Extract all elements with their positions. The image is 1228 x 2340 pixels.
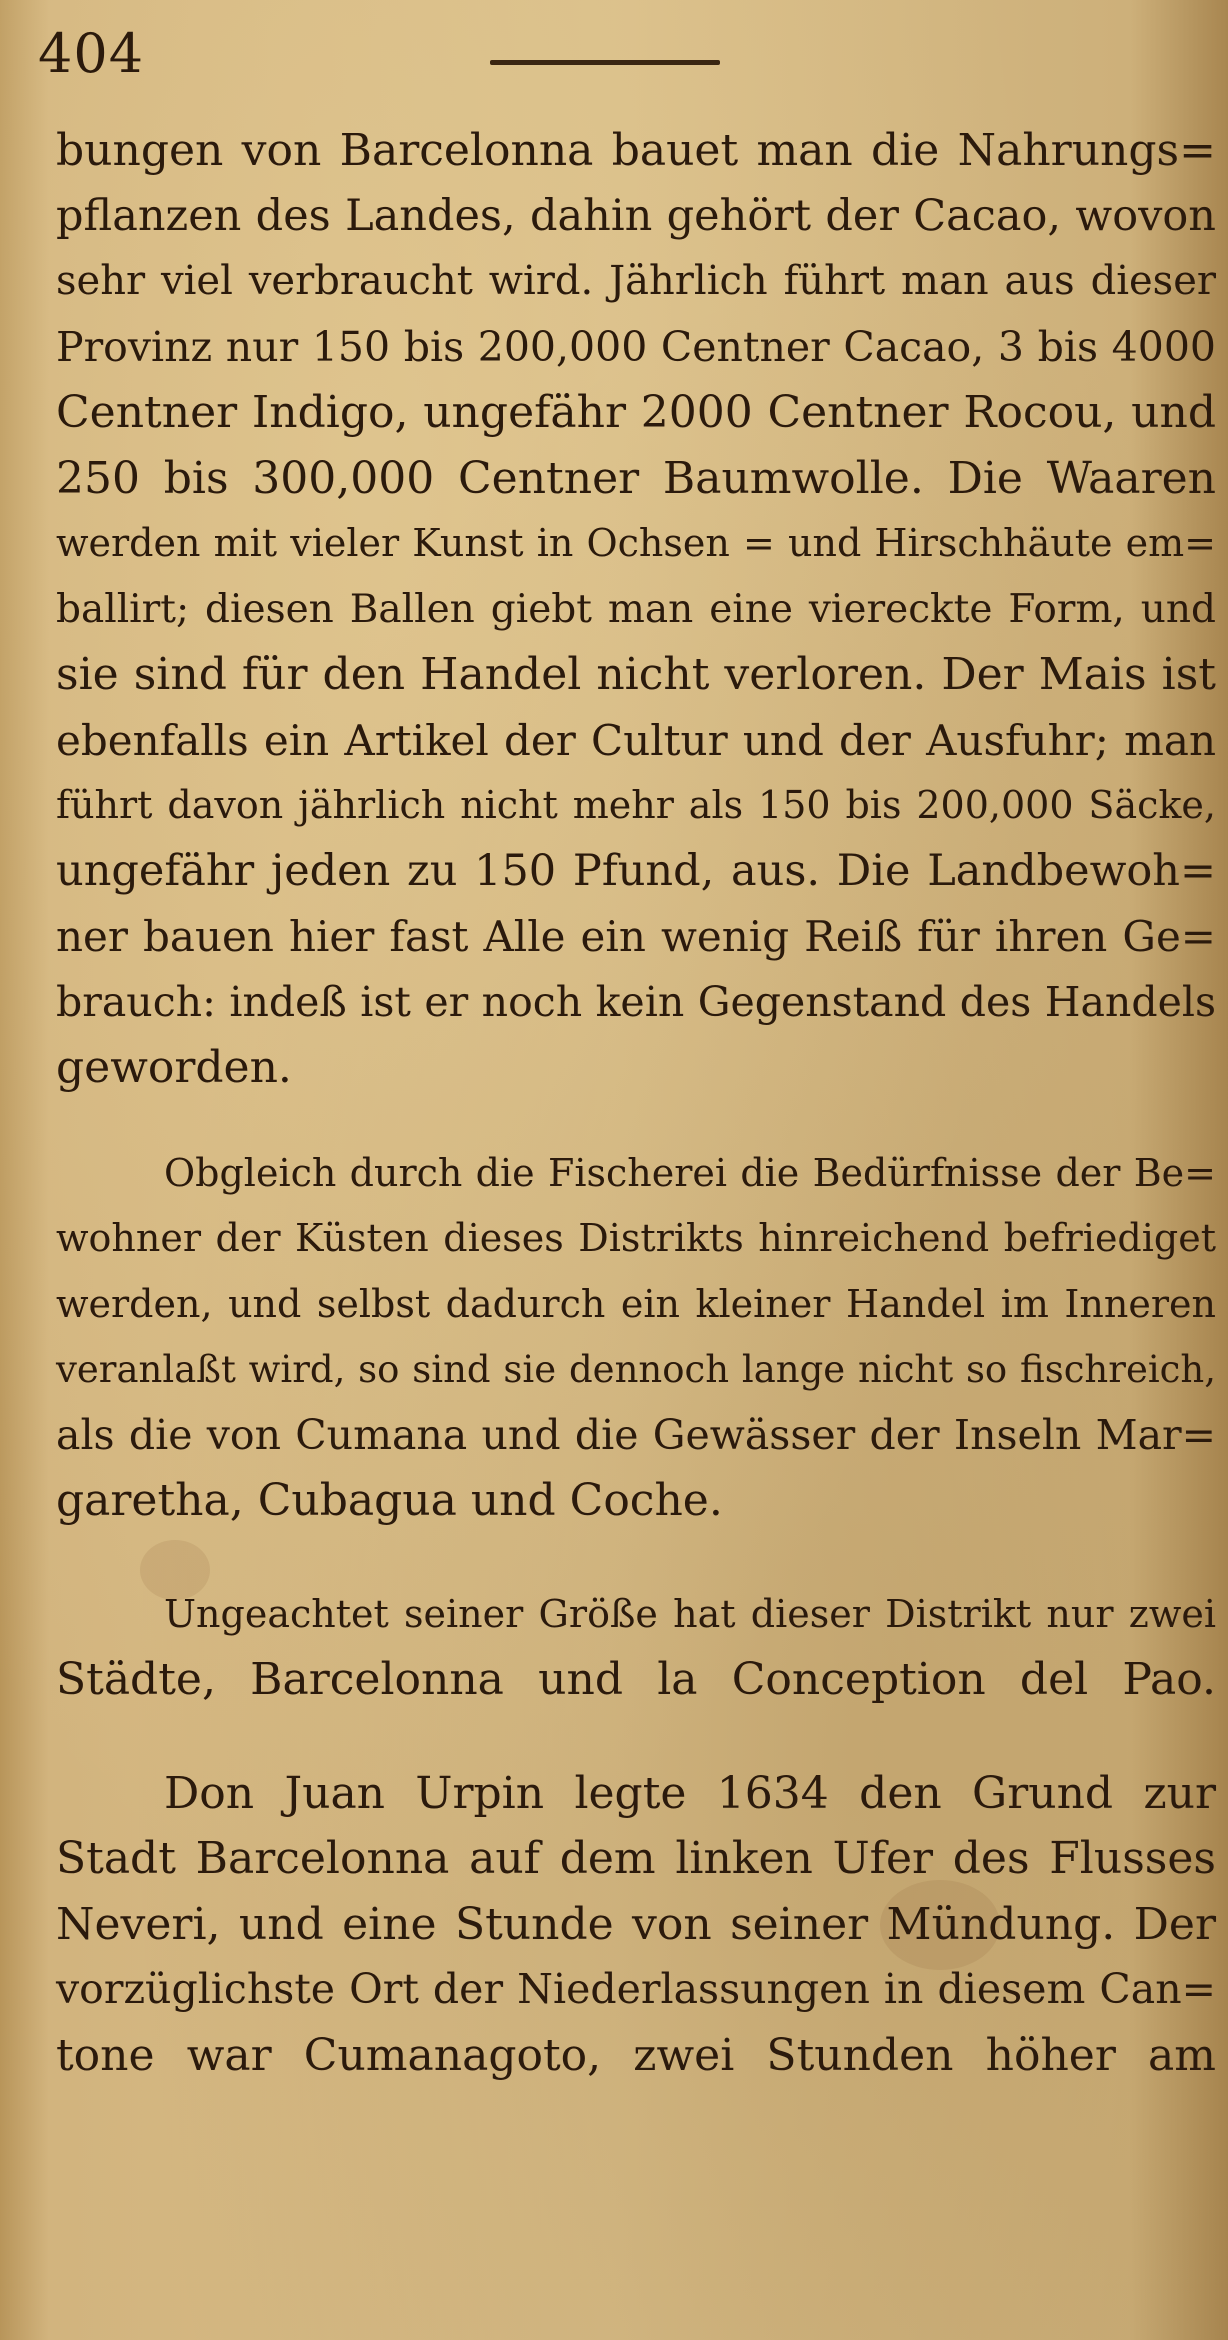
page-number: 404	[38, 22, 145, 85]
text-line: werden mit vieler Kunst in Ochsen = und Hirschhäute em=	[56, 521, 1216, 565]
text-line: geworden.	[56, 1042, 292, 1093]
text-line: Stadt Barcelonna auf dem linken Ufer des Flusses	[56, 1833, 1216, 1884]
text-line: wohner der Küsten dieses Distrikts hinreichend befriediget	[56, 1216, 1216, 1260]
text-line: ungefähr jeden zu 150 Pfund, aus. Die Landbewoh=	[56, 845, 1216, 896]
text-line: ebenfalls ein Artikel der Cultur und der Ausfuhr; man	[56, 715, 1216, 765]
text-line: ner bauen hier fast Alle ein wenig Reiß für ihren Ge=	[56, 912, 1216, 961]
paragraph	[56, 1761, 1216, 2089]
text-line: bungen von Barcelonna bauet man die Nahrungs=	[56, 125, 1216, 176]
text-line: führt davon jährlich nicht mehr als 150 bis 200,000 Säcke,	[56, 783, 1216, 827]
header-rule	[490, 60, 720, 65]
text-line: vorzüglichste Ort der Niederlassungen in diesem Can=	[56, 1965, 1216, 2013]
text-line: als die von Cumana und die Gewässer der Inseln Mar=	[56, 1410, 1216, 1459]
text-line: werden, und selbst dadurch ein kleiner Handel im Inneren	[56, 1281, 1216, 1326]
text-line: Städte, Barcelonna und la Conception del Pao.	[56, 1654, 1216, 1705]
text-line: veranlaßt wird, so sind sie dennoch lange nicht so fischreich,	[56, 1348, 1216, 1391]
text-line: Obgleich durch die Fischerei die Bedürfnisse der Be=	[164, 1150, 1216, 1195]
text-line: pflanzen des Landes, dahin gehört der Cacao, wovon	[56, 190, 1216, 241]
body-text	[56, 118, 1216, 2088]
text-line: ballirt; diesen Ballen giebt man eine viereckte Form, und	[56, 586, 1216, 632]
text-line: brauch: indeß ist er noch kein Gegenstand des Handels	[56, 977, 1216, 1026]
text-line: 250 bis 300,000 Centner Baumwolle. Die Waaren	[56, 452, 1216, 504]
text-line: Centner Indigo, ungefähr 2000 Centner Rocou, und	[56, 387, 1216, 438]
text-line: garetha, Cubagua und Coche.	[56, 1475, 723, 1526]
text-line: Ungeachtet seiner Größe hat dieser Distrikt nur zwei	[164, 1591, 1216, 1636]
text-line: Don Juan Urpin legte 1634 den Grund zur	[164, 1767, 1216, 1819]
paragraph	[56, 118, 1216, 1101]
text-line: Provinz nur 150 bis 200,000 Centner Cacao, 3 bis 4000	[56, 322, 1216, 371]
paragraph	[56, 1141, 1216, 1534]
text-line: sie sind für den Handel nicht verloren. Der Mais ist	[56, 649, 1216, 700]
text-line: tone war Cumanagoto, zwei Stunden höher am	[56, 2029, 1216, 2081]
paragraph	[56, 1582, 1216, 1713]
text-line: sehr viel verbraucht wird. Jährlich führt man aus dieser	[56, 258, 1216, 304]
text-line: Neveri, und eine Stunde von seiner Mündung. Der	[56, 1898, 1216, 1950]
